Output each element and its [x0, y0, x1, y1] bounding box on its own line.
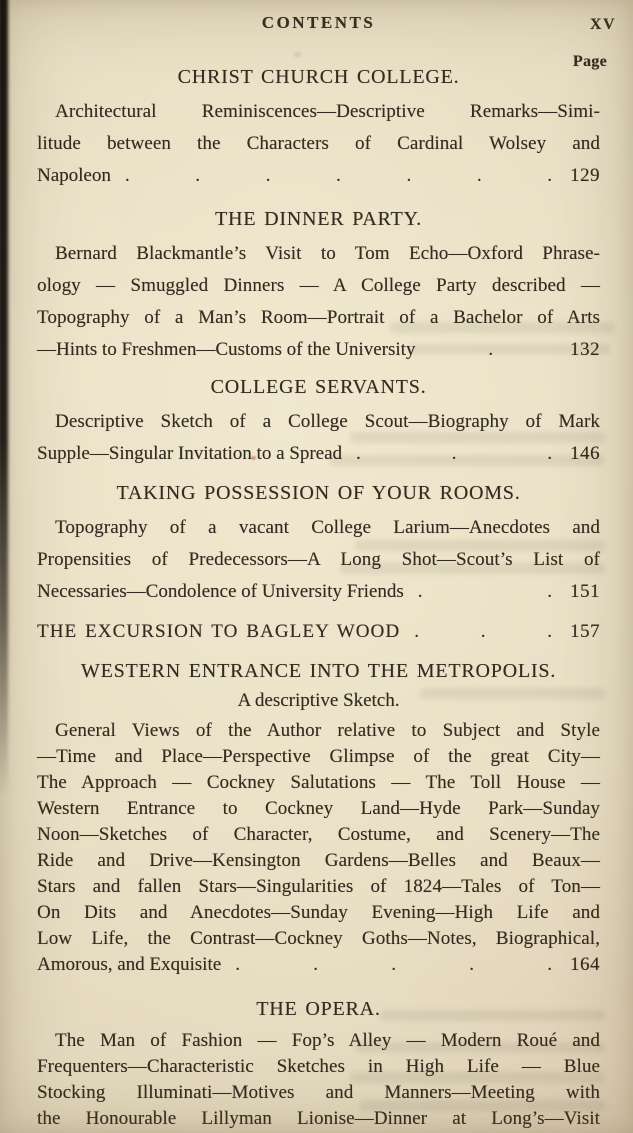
chapter-subheading: A descriptive Sketch.	[237, 690, 400, 711]
toc-line: —Time and Place—Perspective Glimpse of the great City—	[37, 746, 600, 767]
toc-line: The Approach — Cockney Salutations — The Toll House —	[37, 772, 600, 793]
toc-last-text: Necessaries—Condolence of University Friends	[37, 581, 404, 602]
chapter-heading: TAKING POSSESSION OF YOUR ROOMS.	[116, 482, 521, 504]
chapter-heading: COLLEGE SERVANTS.	[210, 376, 427, 398]
toc-line: Stocking Illuminati—Motives and Manners—Meeting with	[37, 1082, 600, 1103]
toc-last-text: —Hints to Freshmen—Customs of the University	[37, 339, 416, 360]
left-binding-shadow	[0, 0, 8, 796]
toc-line: Stars and fallen Stars—Singularities of 1824—Tales of Ton—	[37, 876, 600, 897]
toc-entry-line	[37, 616, 600, 648]
dot-leader: . . . . . . .	[124, 165, 552, 186]
toc-line: Descriptive Sketch of a College Scout—Biography of Mark	[55, 411, 600, 432]
toc-last-text: Amorous, and Exquisite	[37, 954, 222, 975]
page-number: 157	[570, 621, 600, 642]
toc-section	[37, 372, 600, 470]
toc-last-line	[37, 576, 600, 608]
toc-line: Ride and Drive—Kensington Gardens—Belles and Beaux—	[37, 850, 600, 871]
toc-section	[37, 62, 600, 192]
toc-line: Frequenters—Characteristic Sketches in High Life — Blue	[37, 1056, 600, 1077]
toc-line: General Views of the Author relative to Subject and Style	[55, 720, 600, 741]
page-number: 164	[570, 954, 600, 975]
toc-line: Noon—Sketches of Character, Costume, and Scenery—The	[37, 824, 600, 845]
chapter-heading: WESTERN ENTRANCE INTO THE METROPOLIS.	[80, 660, 557, 682]
folio-number: XV	[589, 16, 616, 33]
page-header	[37, 10, 616, 36]
page-number: 146	[570, 443, 600, 464]
toc-section	[37, 204, 600, 366]
toc-last-line	[37, 952, 600, 978]
dot-leader: . .	[417, 581, 552, 602]
toc-line: Bernard Blackmantle’s Visit to Tom Echo—Oxford Phrase-	[55, 243, 600, 264]
toc-line: the Honourable Lillyman Lionise—Dinner at Long’s—Visit	[37, 1108, 600, 1129]
dot-leader: . . .	[356, 443, 552, 464]
toc-last-line	[37, 334, 600, 366]
toc-last-line	[37, 438, 600, 470]
chapter-heading: THE OPERA.	[256, 998, 381, 1020]
toc-section	[37, 478, 600, 608]
chapter-heading: THE DINNER PARTY.	[215, 208, 422, 230]
page-number: 132	[570, 339, 600, 360]
toc-paragraph	[37, 718, 600, 978]
dot-leader: .	[488, 339, 494, 360]
toc-line: Topography of a vacant College Larium—Anecdotes and	[55, 517, 600, 538]
toc-paragraph	[37, 96, 600, 192]
toc-entry-text: THE EXCURSION TO BAGLEY WOOD	[37, 621, 401, 642]
toc-line: Western Entrance to Cockney Land—Hyde Park—Sunday	[37, 798, 600, 819]
page-number: 151	[570, 581, 600, 602]
toc-section	[37, 656, 600, 978]
toc-paragraph	[37, 512, 600, 608]
dot-leader: . . . . .	[235, 954, 552, 975]
toc-line: Low Life, the Contrast—Cockney Goths—Notes, Biographical,	[37, 928, 600, 949]
toc-last-line	[37, 160, 600, 192]
toc-section	[37, 994, 600, 1132]
chapter-heading: CHRIST CHURCH COLLEGE.	[177, 66, 460, 88]
toc-sections	[37, 62, 600, 1132]
toc-paragraph	[37, 406, 600, 470]
toc-line: Propensities of Predecessors—A Long Shot—Scout’s List of	[37, 549, 600, 570]
page-number: 129	[570, 165, 600, 186]
contents-title: CONTENTS	[261, 13, 376, 32]
toc-line: litude between the Characters of Cardinal Wolsey and	[37, 133, 600, 154]
toc-line: Architectural Reminiscences—Descriptive Remarks—Simi-	[55, 101, 600, 122]
toc-line: ology — Smuggled Dinners — A College Party described —	[37, 275, 600, 296]
toc-line: On Dits and Anecdotes—Sunday Evening—High Life and	[37, 902, 600, 923]
dot-leader: . . .	[414, 621, 552, 642]
toc-last-text: Napoleon	[37, 165, 111, 186]
toc-line: The Man of Fashion — Fop’s Alley — Modern Roué and	[55, 1030, 600, 1051]
toc-paragraph	[37, 238, 600, 366]
toc-line: Topography of a Man’s Room—Portrait of a Bachelor of Arts	[37, 307, 600, 328]
toc-paragraph	[37, 1028, 600, 1132]
toc-last-text: Supple—Singular Invitation to a Spread	[37, 443, 343, 464]
page-column-label: Page	[572, 53, 607, 70]
toc-section	[37, 616, 600, 648]
